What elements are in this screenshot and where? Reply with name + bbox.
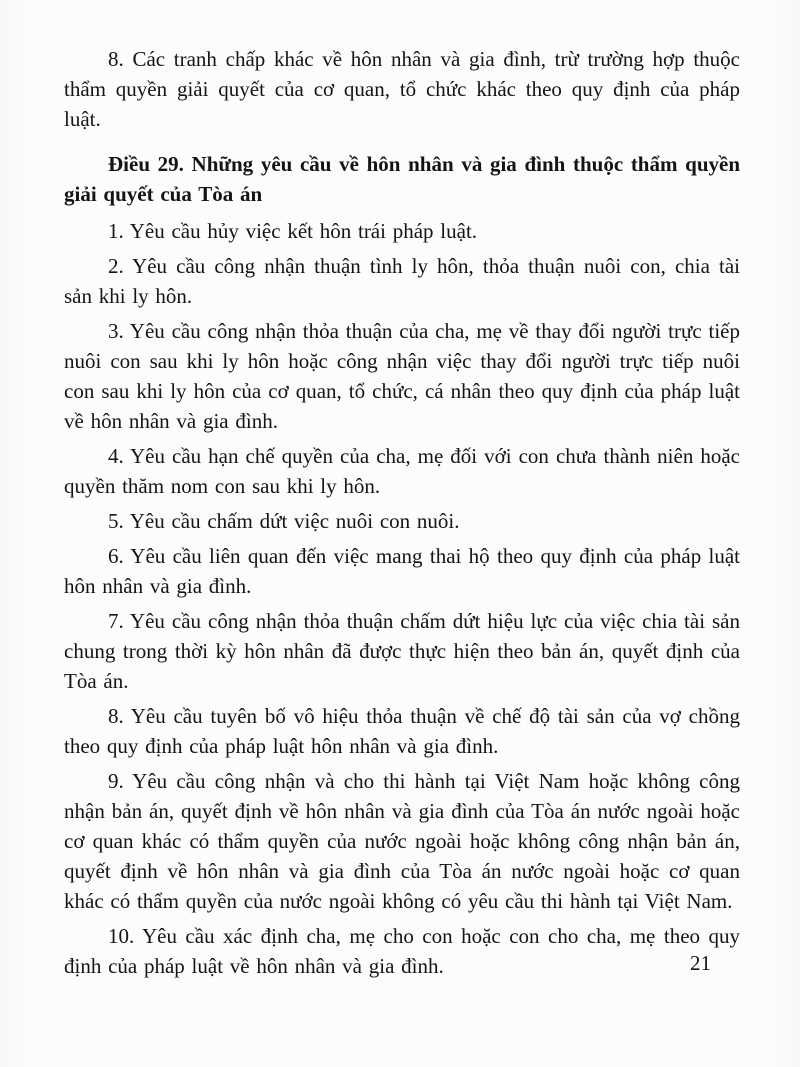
clause-paragraph-2: 2. Yêu cầu công nhận thuận tình ly hôn, thỏa thuận nuôi con, chia tài sản khi ly hôn. <box>64 254 740 308</box>
clause-paragraph-4: 4. Yêu cầu hạn chế quyền của cha, mẹ đối với con chưa thành niên hoặc quyền thăm nom con sau khi ly hôn. <box>64 444 740 498</box>
clause-paragraph-10: 10. Yêu cầu xác định cha, mẹ cho con hoặc con cho cha, mẹ theo quy định của pháp luật về hôn nhân và gia đình. <box>64 924 740 978</box>
clause-paragraph-6: 6. Yêu cầu liên quan đến việc mang thai hộ theo quy định của pháp luật hôn nhân và gia đình. <box>64 544 740 598</box>
clause-paragraph-8: 8. Yêu cầu tuyên bố vô hiệu thỏa thuận về chế độ tài sản của vợ chồng theo quy định của pháp luật hôn nhân và gia đình. <box>64 704 740 758</box>
page-number: 21 <box>690 951 711 975</box>
article-heading: Điều 29. Những yêu cầu về hôn nhân và gia đình thuộc thẩm quyền giải quyết của Tòa án <box>64 152 740 206</box>
clause-paragraph-1: 1. Yêu cầu hủy việc kết hôn trái pháp luật. <box>108 219 478 243</box>
intro-clause-paragraph: 8. Các tranh chấp khác về hôn nhân và gia đình, trừ trường hợp thuộc thẩm quyền giải quyết của cơ quan, tổ chức khác theo quy định của pháp luật. <box>64 47 740 131</box>
clause-paragraph-5: 5. Yêu cầu chấm dứt việc nuôi con nuôi. <box>108 509 460 533</box>
text-block <box>64 44 740 986</box>
clause-paragraph-9: 9. Yêu cầu công nhận và cho thi hành tại Việt Nam hoặc không công nhận bản án, quyết định về hôn nhân và gia đình của Tòa án nước ngoài hoặc cơ quan khác có thẩm quyền của nước ngoài hoặc không công nhận bản án, quyết định về hôn nhân và gia đình của Tòa án nước ngoài hoặc cơ quan khác có thẩm quyền của nước ngoài không có yêu cầu thi hành tại Việt Nam. <box>64 769 740 913</box>
clause-paragraph-7: 7. Yêu cầu công nhận thỏa thuận chấm dứt hiệu lực của việc chia tài sản chung trong thời kỳ hôn nhân đã được thực hiện theo bản án, quyết định của Tòa án. <box>64 609 740 693</box>
clause-paragraph-3: 3. Yêu cầu công nhận thỏa thuận của cha, mẹ về thay đổi người trực tiếp nuôi con sau khi ly hôn hoặc công nhận việc thay đổi người trực tiếp nuôi con sau khi ly hôn của cơ quan, tổ chức, cá nhân theo quy định của pháp luật về hôn nhân và gia đình. <box>64 319 740 433</box>
